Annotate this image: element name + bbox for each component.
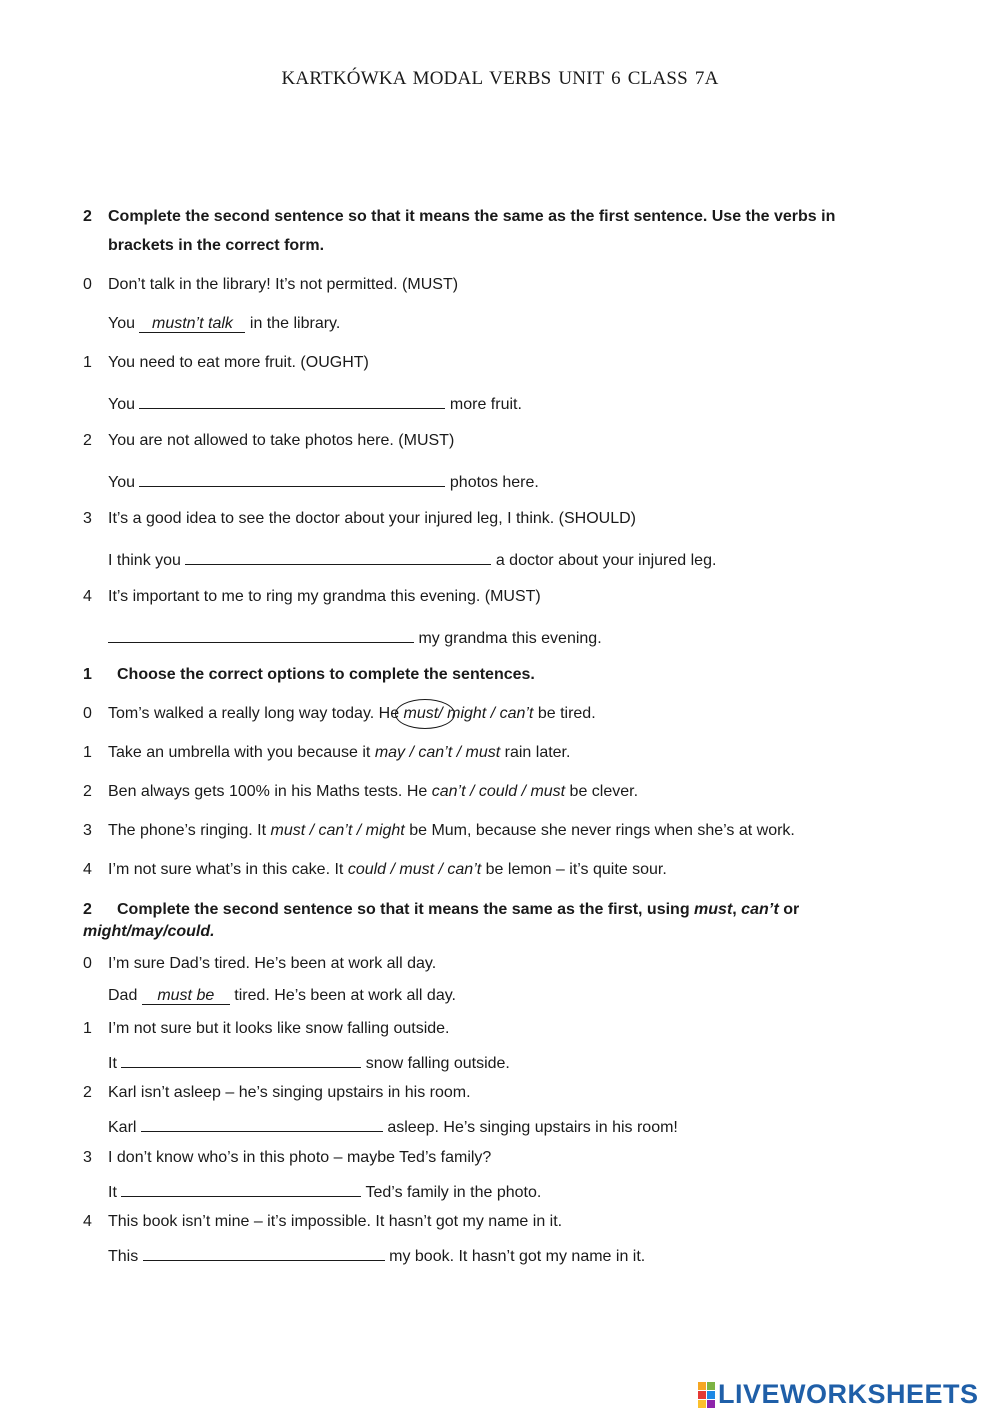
logo-mark-icon [698,1382,715,1408]
answer-pre: You [108,315,140,332]
choice-sentence: Take an umbrella with you because it may / can’t / must rain later. [108,744,571,761]
item-number: 3 [83,822,92,839]
logo-square [698,1400,706,1408]
item-answer-line: I think you a doctor about your injured leg. [108,549,716,570]
item-prompt: I’m not sure but it looks like snow falling outside. [108,1020,450,1037]
item-number: 3 [83,510,92,527]
item-prompt: Karl isn’t asleep – he’s singing upstairs in his room. [108,1084,471,1101]
item-answer-line [108,315,340,333]
item-answer-line: Dad must be tired. He’s been at work all day. [108,987,456,1004]
answer-blank[interactable] [121,1181,361,1197]
choice-sentence: Ben always gets 100% in his Maths tests. He can’t / could / must be clever. [108,783,639,800]
item-number: 0 [83,705,92,722]
options[interactable]: must / can’t / might [270,822,405,839]
answer-blank[interactable] [108,627,414,643]
section-b-number: 1 [83,666,92,683]
item-number: 0 [83,276,92,293]
section-c-number: 2 [83,901,92,918]
logo-square [707,1400,715,1408]
item-answer-line: This my book. It hasn’t got my name in it. [108,1245,645,1266]
item-number: 1 [83,1020,92,1037]
section-a-instruction-cont: brackets in the correct form. [108,237,325,254]
logo-square [698,1391,706,1399]
item-number: 4 [83,1213,92,1230]
item-number: 4 [83,861,92,878]
item-answer-line: Karl asleep. He’s singing upstairs in his room! [108,1116,678,1137]
item-answer-line: You photos here. [108,471,539,492]
logo-square [698,1382,706,1390]
answer-blank[interactable] [139,393,445,409]
section-b-instruction: Choose the correct options to complete the sentences. [117,666,535,683]
section-c-instruction: Complete the second sentence so that it means the same as the first, using must, can’t or [117,901,800,918]
answer-post: in the library. [245,315,341,332]
logo-text: LIVEWORKSHEETS [718,1379,979,1409]
answer-blank[interactable] [185,549,491,565]
answer-blank[interactable] [143,1245,385,1261]
section-a-number: 2 [83,208,92,225]
answer-example: mustn’t talk [139,315,245,333]
item-number: 0 [83,955,92,972]
item-prompt: You are not allowed to take photos here. (MUST) [108,432,455,449]
choice-sentence: I’m not sure what’s in this cake. It could / must / can’t be lemon – it’s quite sour. [108,861,667,878]
logo-square [707,1382,715,1390]
answer-blank[interactable] [139,471,445,487]
item-number: 3 [83,1149,92,1166]
item-number: 2 [83,783,92,800]
options[interactable]: could / must / can’t [347,861,482,878]
item-answer-line: It snow falling outside. [108,1052,510,1073]
page-title: KARTKÓWKA MODAL VERBS UNIT 6 CLASS 7A [281,68,719,89]
item-prompt: You need to eat more fruit. (OUGHT) [108,354,369,371]
answer-example: must be [142,987,230,1005]
item-number: 1 [83,354,92,371]
liveworksheets-logo[interactable] [698,1379,979,1410]
item-answer-line: It Ted’s family in the photo. [108,1181,541,1202]
selected-option[interactable]: must [404,705,439,723]
answer-blank[interactable] [141,1116,383,1132]
item-prompt: This book isn’t mine – it’s impossible. It hasn’t got my name in it. [108,1213,563,1230]
logo-square [707,1391,715,1399]
choice-sentence: Tom’s walked a really long way today. He must / might / can’t be tired. [108,705,596,723]
item-number: 2 [83,432,92,449]
item-prompt: I don’t know who’s in this photo – maybe Ted’s family? [108,1149,492,1166]
section-c-instruction-cont: might/may/could. [83,923,215,940]
choice-sentence: The phone’s ringing. It must / can’t / might be Mum, because she never rings when she’s at work. [108,822,795,839]
item-prompt: It’s important to me to ring my grandma this evening. (MUST) [108,588,541,605]
item-prompt: It’s a good idea to see the doctor about your injured leg, I think. (SHOULD) [108,510,636,527]
options[interactable]: / might / can’t [438,705,534,722]
section-a-instruction: Complete the second sentence so that it means the same as the first sentence. Use the verbs in [108,208,836,225]
item-prompt: I’m sure Dad’s tired. He’s been at work all day. [108,955,437,972]
item-number: 4 [83,588,92,605]
options[interactable]: can’t / could / must [431,783,566,800]
item-number: 2 [83,1084,92,1101]
item-answer-line: my grandma this evening. [108,627,602,648]
item-answer-line: You more fruit. [108,393,522,414]
item-number: 1 [83,744,92,761]
options[interactable]: may / can’t / must [374,744,501,761]
answer-blank[interactable] [121,1052,361,1068]
item-prompt: Don’t talk in the library! It’s not permitted. (MUST) [108,276,459,293]
